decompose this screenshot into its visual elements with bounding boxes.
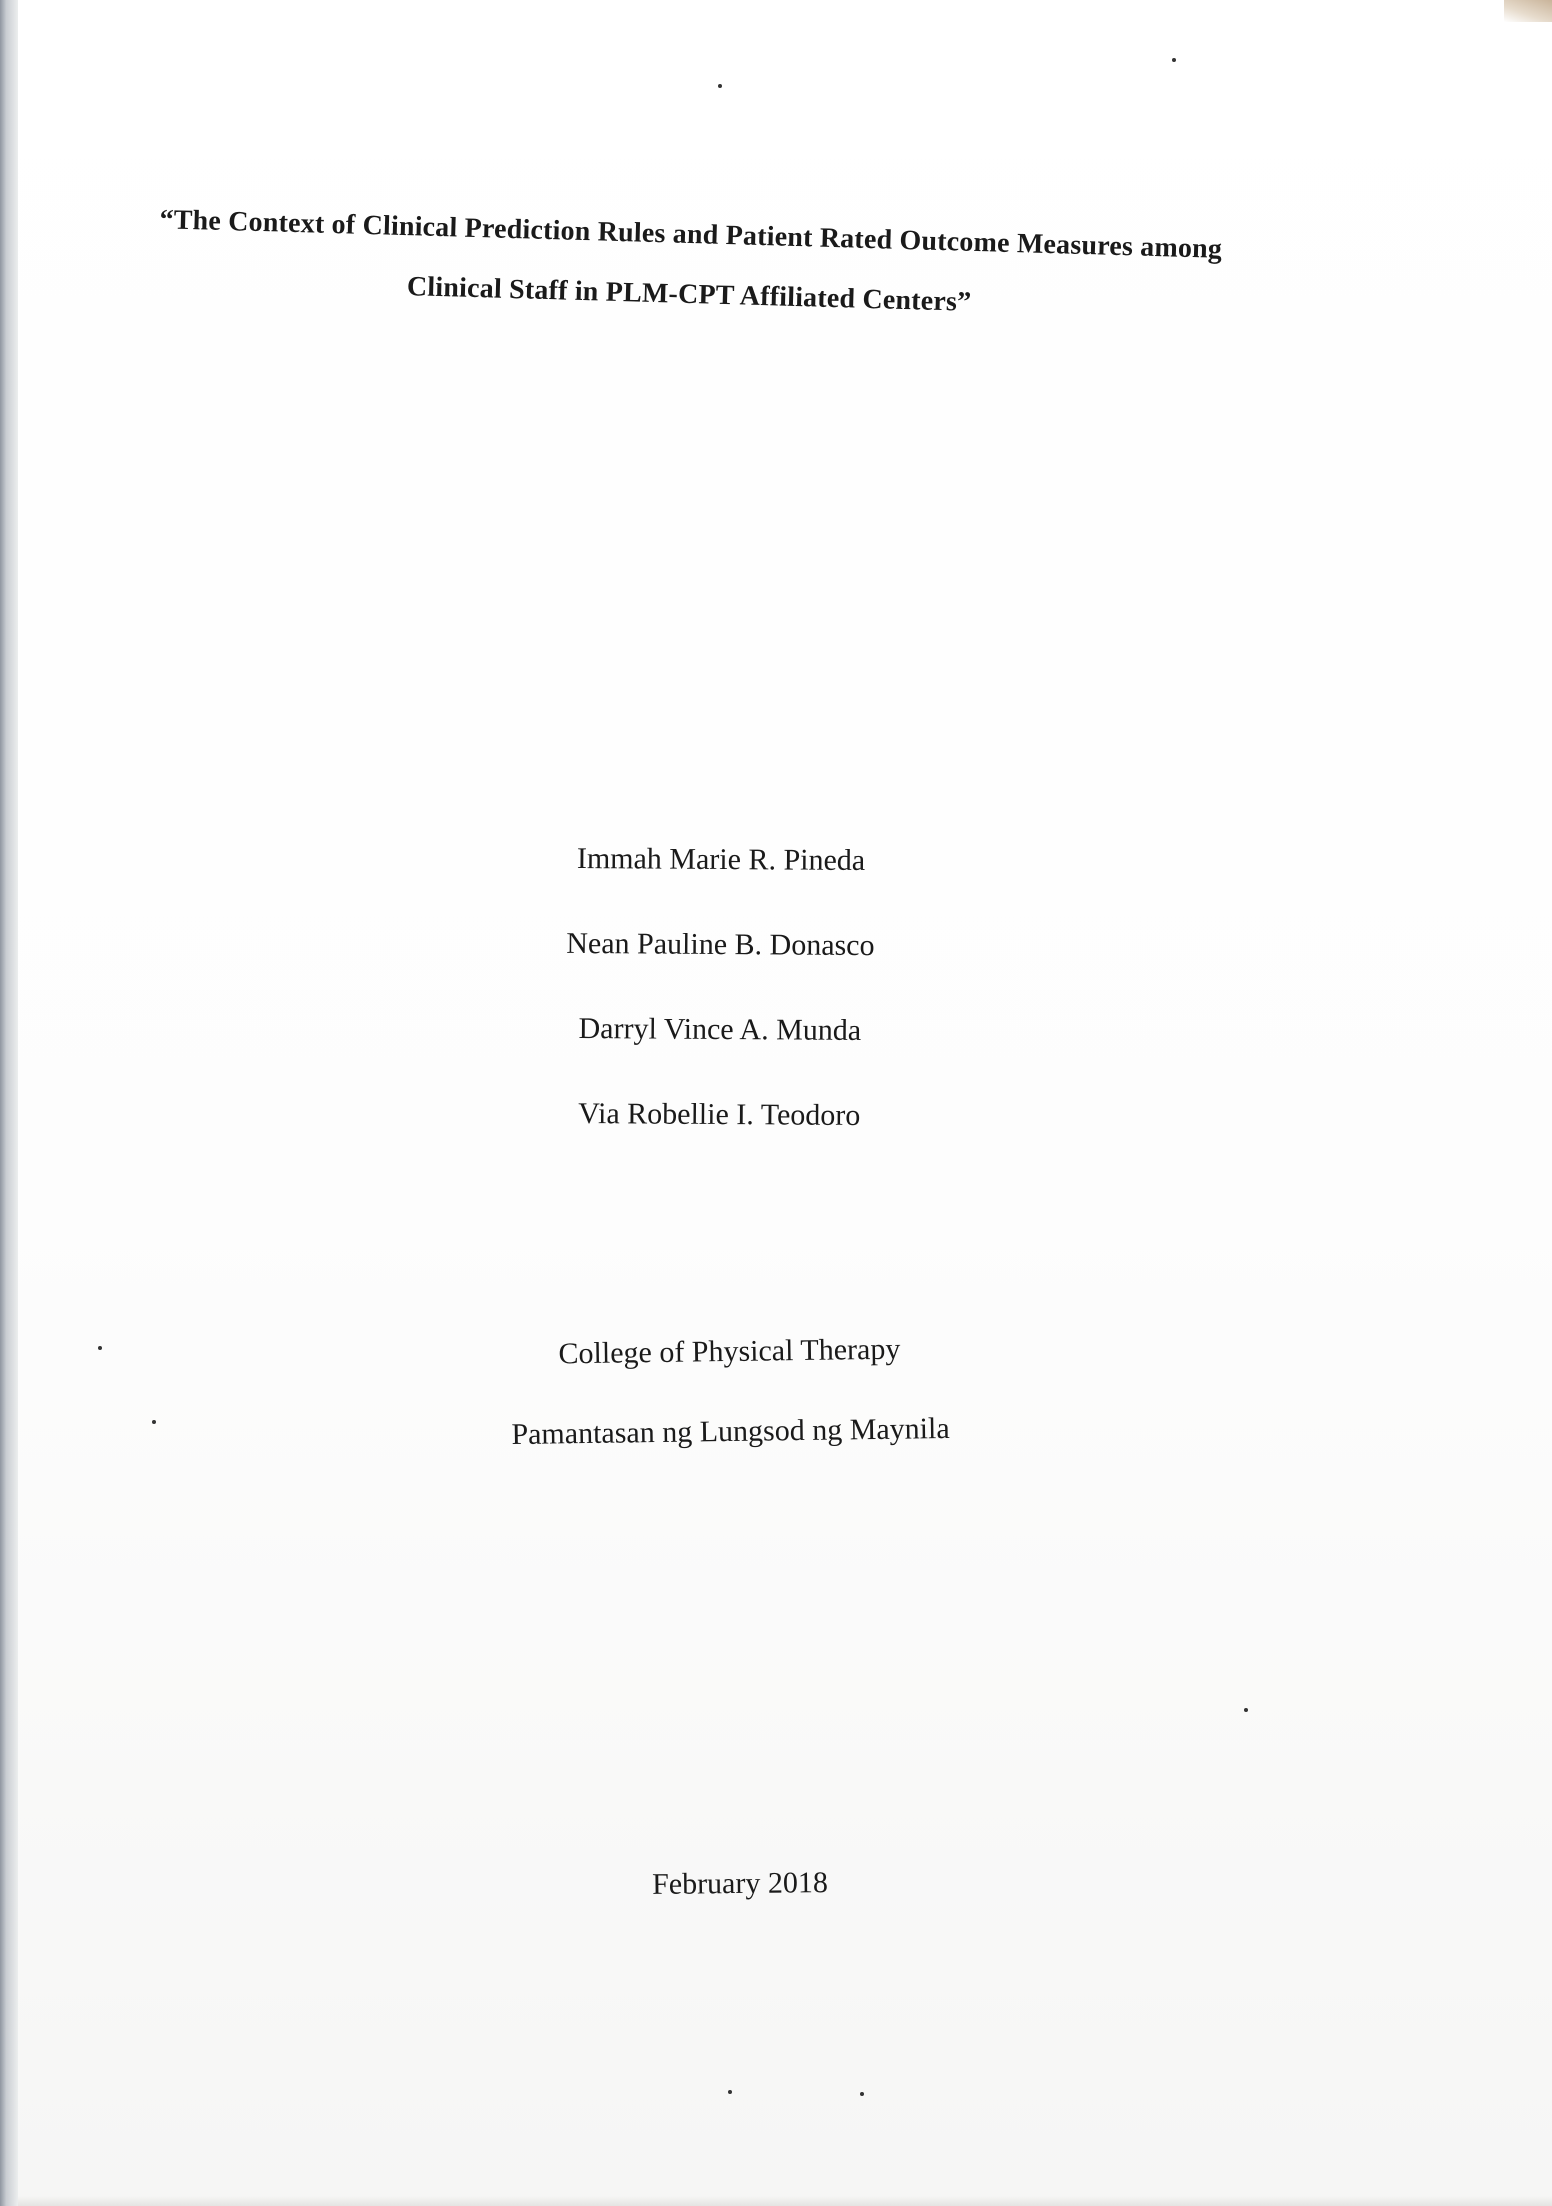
submission-date: February 2018	[651, 1866, 829, 1901]
page-corner	[1504, 0, 1552, 22]
title-line-1: “The Context of Clinical Prediction Rules and Patient Rated Outcome Measures among	[159, 204, 1223, 265]
title-line-2: Clinical Staff in PLM-CPT Affiliated Centers”	[406, 271, 972, 318]
author-list	[459, 836, 981, 1180]
dust-speck	[1172, 58, 1176, 62]
affiliation-block	[419, 1326, 1041, 1459]
author-name: Immah Marie R. Pineda	[576, 841, 866, 878]
page-left-edge	[0, 0, 18, 2206]
page-bottom-edge	[18, 2196, 1552, 2206]
dust-speck	[1244, 1708, 1248, 1712]
dust-speck	[860, 2092, 864, 2096]
dust-speck	[728, 2090, 732, 2094]
college-name: College of Physical Therapy	[558, 1332, 901, 1371]
dust-speck	[98, 1346, 102, 1350]
dust-speck	[152, 1420, 156, 1424]
university-name: Pamantasan ng Lungsod ng Maynila	[511, 1411, 950, 1452]
author-name: Darryl Vince A. Munda	[578, 1012, 862, 1047]
dust-speck	[718, 84, 722, 88]
author-name: Via Robellie I. Teodoro	[578, 1097, 861, 1132]
author-name: Nean Pauline B. Donasco	[566, 926, 875, 963]
